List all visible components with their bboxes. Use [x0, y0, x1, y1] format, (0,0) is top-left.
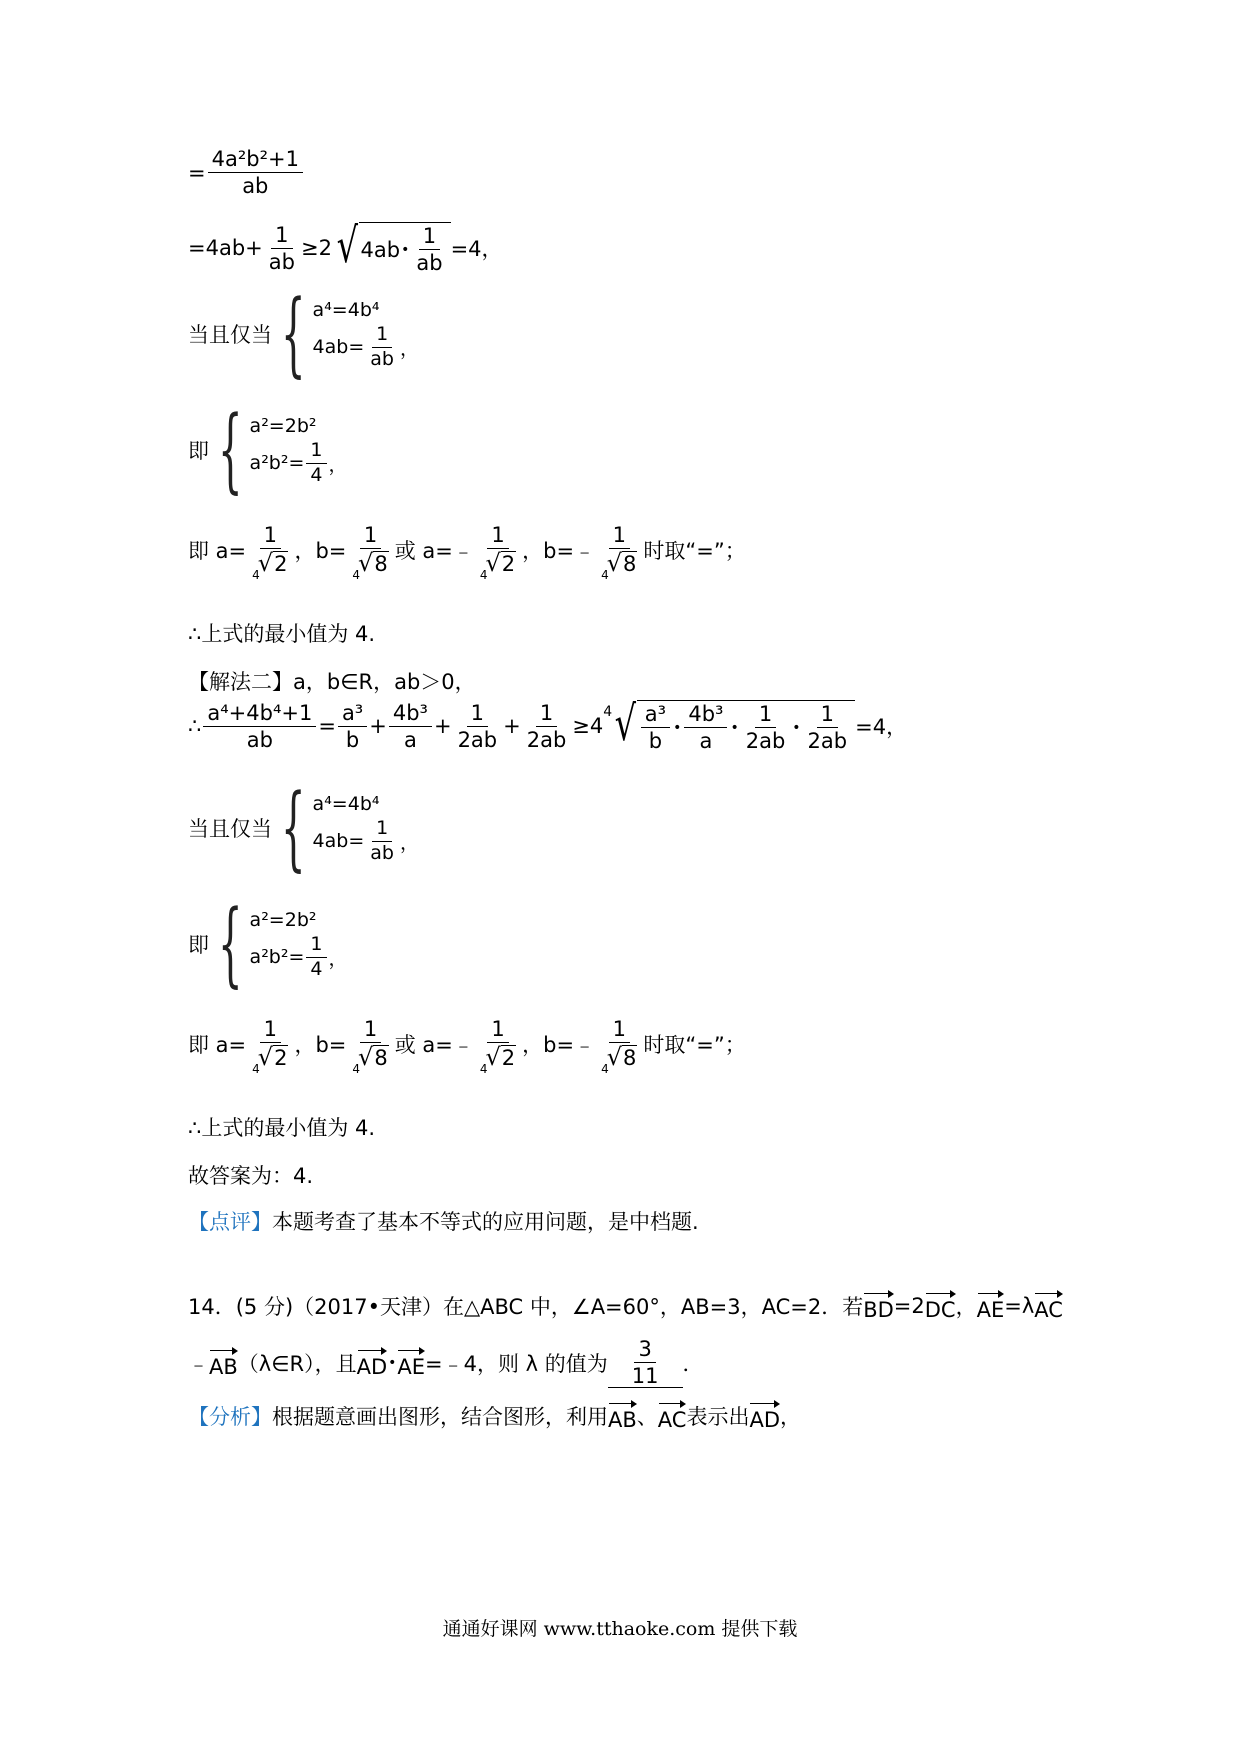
answer-line: 故答案为：4. — [188, 1164, 314, 1188]
vector-ab: AB — [209, 1347, 238, 1379]
vector-ac: AC — [658, 1400, 687, 1432]
brace-icon: { — [217, 396, 243, 503]
vector-bd: BD — [863, 1290, 894, 1322]
vector-ae: AE — [977, 1290, 1005, 1322]
square-root: √ 4ab • $\frac{1}{ab}$ — [332, 222, 451, 274]
analysis-tag: 【分析】 — [188, 1405, 272, 1429]
min-value-line-1: ∴上式的最小值为 4. — [188, 622, 376, 646]
fourth-root: 4 √ $\frac{\text{a³}}{b}$ • $\frac{\text{4b³}}{a}$ • $\frac{1}{2ab}$ • $\frac{1}{2ab}$ — [603, 700, 855, 752]
analysis-line: 【分析】 根据题意画出图形，结合图形，利用 AB 、 AC 表示出 AD ， — [188, 1400, 801, 1432]
condition-system-2: 当且仅当 { a⁴=4b⁴ 4ab= $\frac{1}{ab}$ ， — [188, 774, 419, 881]
vector-ae: AE — [397, 1347, 425, 1379]
vector-dc: DC — [925, 1290, 956, 1322]
min-value-line-2: ∴上式的最小值为 4. — [188, 1116, 376, 1140]
question-14-line-2: ﹣ AB （λ∈R），且 AD • AE =﹣4，则 λ 的值为 $\frac{3}{11}$ ． — [188, 1337, 704, 1389]
brace-icon: { — [280, 774, 306, 881]
review-tag: 【点评】 — [188, 1210, 272, 1234]
solution-line-2: 即 a= $\frac{1}{_4√2}$ ，b= $\frac{1}{_4√8}$ 或 a=﹣ $\frac{1}{_4√2}$ ，b=﹣ $\frac{1}{_4√8}$ 时取“=”； — [188, 1017, 746, 1077]
question-14-line-1: 14．(5 分)（2017•天津）在△ABC 中，∠A=60°，AB=3，AC=2．若 BD =2 DC ， AE =λ AC — [188, 1290, 1063, 1322]
solution-line-1: 即 a= $\frac{1}{_4√2}$ ，b= $\frac{1}{_4√8}$ 或 a=﹣ $\frac{1}{_4√2}$ ，b=﹣ $\frac{1}{_4√8}$ 时取“=”； — [188, 523, 746, 583]
equivalent-system-2: 即 { a²=2b² a²b²= $\frac{1}{4}$ ， — [188, 890, 348, 997]
page-footer: 通通好课网 www.tthaoke.com 提供下载 — [442, 1618, 798, 1640]
vector-ab: AB — [608, 1400, 637, 1432]
method-two-heading: 【解法二】 a，b∈R，ab＞0， — [188, 670, 476, 694]
condition-system-1: 当且仅当 { a⁴=4b⁴ 4ab= $\frac{1}{ab}$ ， — [188, 280, 419, 387]
equivalent-system-1: 即 { a²=2b² a²b²= $\frac{1}{4}$ ， — [188, 396, 348, 503]
equation-line-2: =4ab+ $\frac{1}{ab}$ ≥2 √ 4ab • $\frac{1}{ab}$ =4， — [188, 218, 503, 276]
vector-ad: AD — [357, 1347, 388, 1379]
fraction: $\frac{\text{4a²b²+1}}{ab}$ — [208, 148, 303, 197]
vector-ac: AC — [1034, 1290, 1063, 1322]
brace-icon: { — [280, 280, 306, 387]
review-line: 【点评】 本题考查了基本不等式的应用问题，是中档题. — [188, 1206, 699, 1236]
method-two-equation: ∴ $\frac{\text{a⁴+4b⁴+1}}{ab}$ = $\frac{\text{a³}}{b}$ + $\frac{\text{4b³}}{a}$ + $\frac{1}{2ab}$ + $\frac{1}{2ab}$ ≥4 4 √ $\frac{\text{a³}}{b}$ • $\frac{\text{4b³}}{a}$ • $\frac{1}{2ab}$ • $\frac{1}{2ab}$ =4， — [188, 696, 908, 754]
brace-icon: { — [217, 890, 243, 997]
answer-blank: $\frac{3}{11}$ — [608, 1338, 683, 1388]
equation-line-1: = $\frac{\text{4a²b²+1}}{ab}$ — [188, 148, 305, 197]
vector-ad: AD — [749, 1400, 780, 1432]
